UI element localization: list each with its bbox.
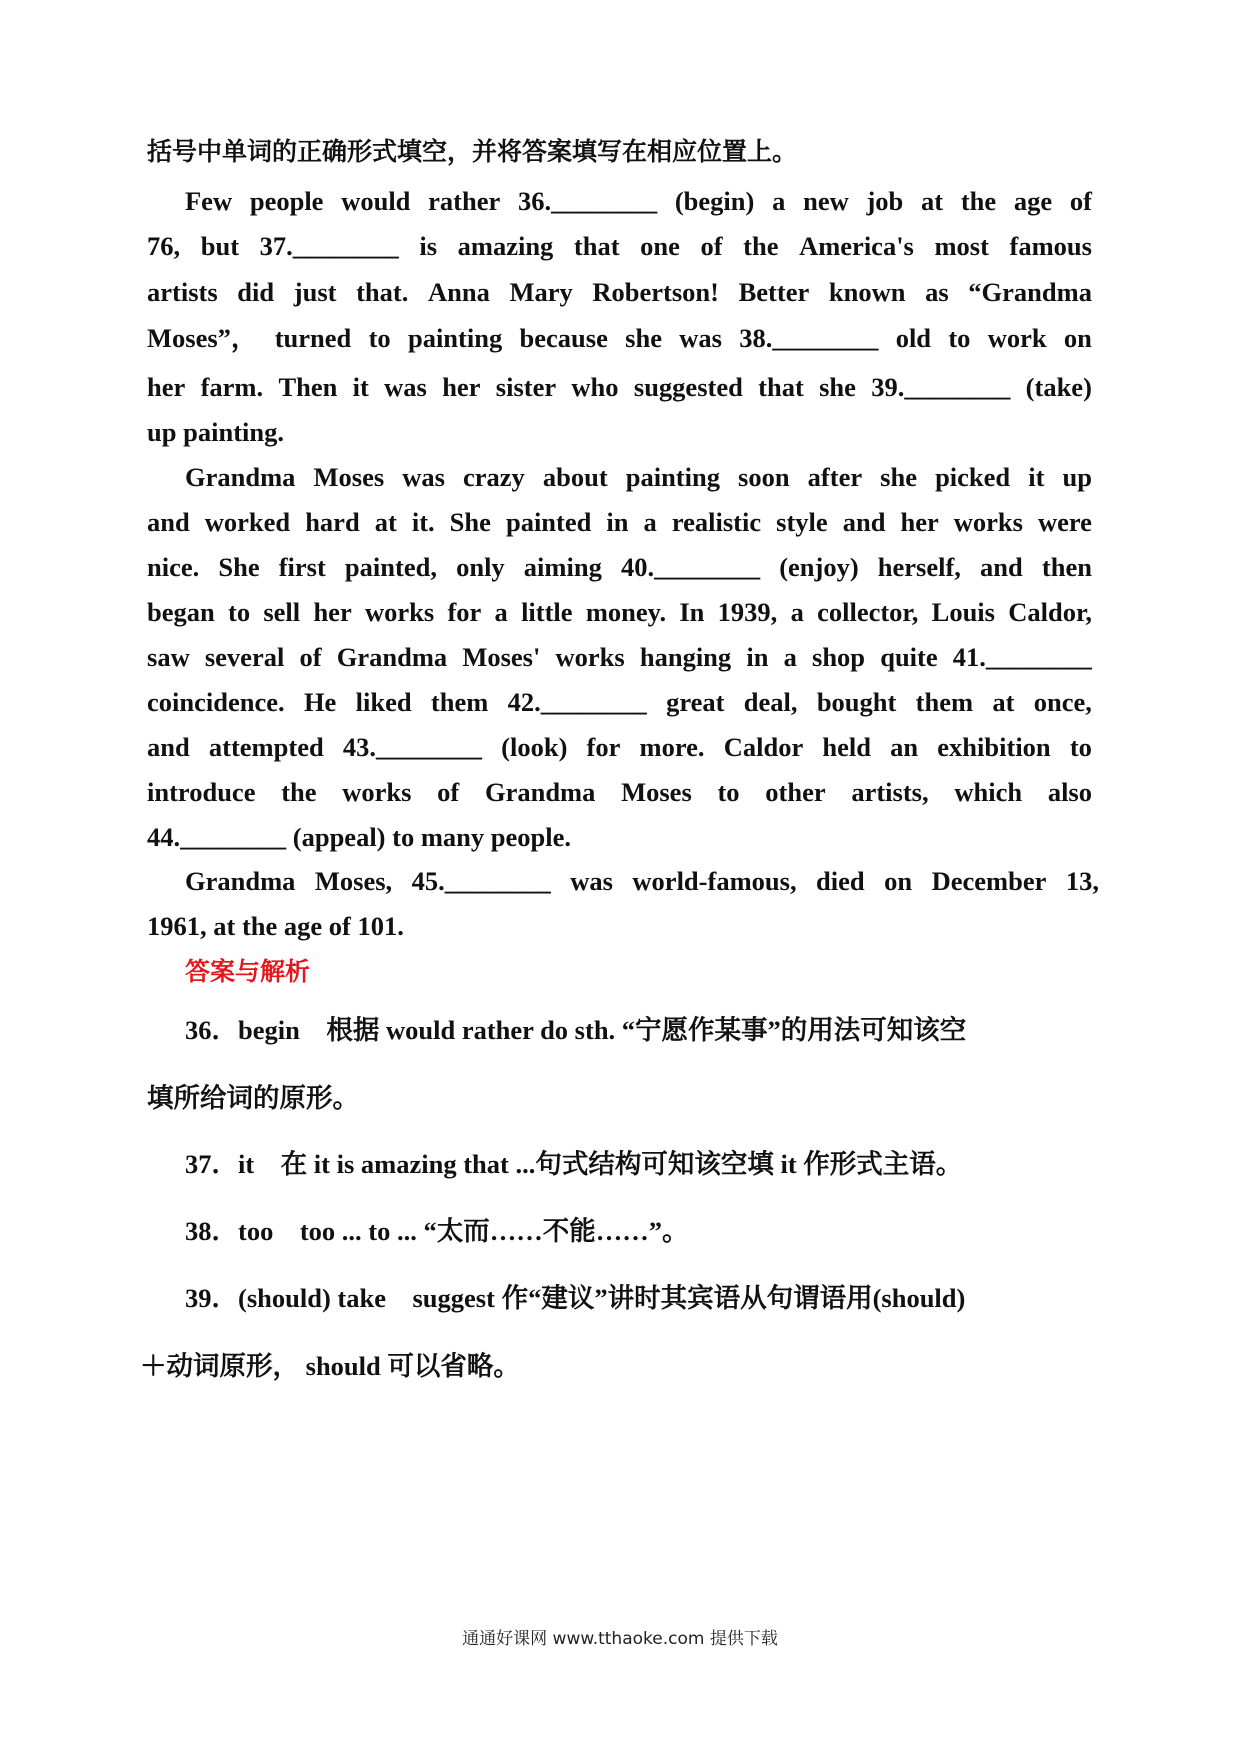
word: painting [625, 462, 720, 492]
word: about [542, 462, 608, 492]
word: it. [411, 507, 435, 537]
word: after [807, 462, 863, 492]
word: was [402, 462, 445, 492]
word: on [884, 866, 913, 896]
word: her [147, 372, 186, 402]
word: painted, [344, 552, 437, 582]
word: once, [1033, 687, 1092, 717]
word: just [293, 277, 337, 307]
passage-line [147, 279, 1092, 306]
word: worked [204, 507, 291, 537]
word: Then [278, 372, 338, 402]
word: her [900, 507, 939, 537]
word: amazing [457, 231, 554, 261]
word: Caldor [723, 732, 804, 762]
word: was [384, 372, 427, 402]
passage-line [147, 233, 1092, 260]
word: Moses [313, 462, 385, 492]
answer-38: 38．too too ... to ... “太而……不能……”。 [185, 1216, 689, 1246]
word: for [586, 732, 621, 762]
word: to [948, 323, 971, 353]
word: at [374, 507, 397, 537]
word: for [447, 597, 482, 627]
word: who [571, 372, 619, 402]
word: 1939, [717, 597, 778, 627]
word: the [960, 186, 997, 216]
word: a [643, 507, 657, 537]
word: 42.________ [507, 687, 647, 717]
passage-line [147, 779, 1092, 806]
word: Moses, [314, 866, 393, 896]
word: sister [495, 372, 557, 402]
word: “Grandma [968, 277, 1092, 307]
passage-line [147, 599, 1092, 626]
word: exhibition [937, 732, 1051, 762]
word: she [880, 462, 917, 492]
word: began [147, 597, 215, 627]
answer-39: 39．(should) take suggest 作“建议”讲时其宾语从句谓语用(should) [185, 1283, 966, 1313]
word: was [679, 323, 722, 353]
word: up [1062, 462, 1092, 492]
word: works [342, 777, 412, 807]
passage-line [147, 554, 1092, 581]
word: nice. [147, 552, 200, 582]
word: hanging [639, 642, 732, 672]
word: them [915, 687, 974, 717]
word: that [573, 231, 620, 261]
word: 41.________ [952, 642, 1092, 672]
word: of [299, 642, 322, 672]
word: artists [147, 277, 218, 307]
word: also [1047, 777, 1092, 807]
word: (begin) [674, 186, 755, 216]
word: because [519, 323, 608, 353]
passage-line [147, 644, 1092, 671]
word: 43.________ [342, 732, 482, 762]
word: of [437, 777, 460, 807]
word: Better [738, 277, 810, 307]
word: the [281, 777, 317, 807]
word: Grandma [336, 642, 448, 672]
word: to [717, 777, 740, 807]
word: She [449, 507, 491, 537]
word: of [700, 231, 723, 261]
word: several [204, 642, 285, 672]
word: saw [147, 642, 190, 672]
answer-heading: 答案与解析 [185, 957, 311, 986]
word: Moses [621, 777, 692, 807]
word: 36.________ [518, 186, 658, 216]
word: her [313, 597, 352, 627]
word: them [430, 687, 489, 717]
word: the [743, 231, 779, 261]
passage-line: 44.________ (appeal) to many people. [147, 822, 571, 852]
word: new [803, 186, 849, 216]
word: in [746, 642, 769, 672]
word: money. [585, 597, 667, 627]
word: her [442, 372, 481, 402]
passage-line [185, 188, 1092, 215]
word: job [866, 186, 904, 216]
word: Grandma [185, 866, 296, 896]
word: known [828, 277, 906, 307]
word: Robertson! [592, 277, 719, 307]
word: 40.________ [620, 552, 761, 582]
word: attempted [208, 732, 324, 762]
word: she [625, 323, 662, 353]
word: on [1063, 323, 1092, 353]
word: old [895, 323, 932, 353]
word: was [570, 866, 613, 896]
passage-line [147, 734, 1092, 761]
word: sell [263, 597, 301, 627]
passage-line [147, 509, 1092, 536]
word: works [555, 642, 625, 672]
word: Anna [427, 277, 490, 307]
word: to [1069, 732, 1092, 762]
word: most [934, 231, 989, 261]
word: bought [816, 687, 897, 717]
word: famous [1009, 231, 1092, 261]
word: rather [428, 186, 501, 216]
word: at [921, 186, 944, 216]
word: 38.________ [739, 323, 879, 353]
word: herself, [877, 552, 961, 582]
word: in [606, 507, 629, 537]
answer-37: 37．it 在 it is amazing that ...句式结构可知该空填 it 作形式主语。 [185, 1149, 963, 1179]
word: is [419, 231, 438, 261]
word: and [147, 732, 190, 762]
word: 13, [1065, 866, 1099, 896]
word: soon [738, 462, 790, 492]
passage-line [147, 689, 1092, 716]
passage-line [147, 374, 1092, 401]
word: an [890, 732, 919, 762]
word: coincidence. [147, 687, 285, 717]
word: crazy [462, 462, 525, 492]
word: Grandma [484, 777, 596, 807]
word: first [278, 552, 326, 582]
word: one [640, 231, 680, 261]
word: December [931, 866, 1047, 896]
word: to [228, 597, 251, 627]
passage-line: 1961, at the age of 101. [147, 911, 404, 941]
word: Moses' [462, 642, 541, 672]
word: Grandma [185, 462, 296, 492]
word: realistic [671, 507, 762, 537]
word: as [925, 277, 949, 307]
word: were [1038, 507, 1092, 537]
word: hard [305, 507, 360, 537]
word: quite [880, 642, 938, 672]
word: shop [812, 642, 866, 672]
word: only [456, 552, 505, 582]
word: which [954, 777, 1023, 807]
word: held [822, 732, 871, 762]
word: Caldor, [1008, 597, 1092, 627]
word: she [819, 372, 856, 402]
word: works [953, 507, 1023, 537]
word: Few [185, 186, 233, 216]
word: (look) [501, 732, 568, 762]
word: 37.________ [259, 231, 399, 261]
word: a [783, 642, 797, 672]
word: In [679, 597, 705, 627]
word: a [790, 597, 804, 627]
word: 45.________ [411, 866, 551, 896]
answer-36: 36．begin 根据 would rather do sth. “宁愿作某事”的用法可知该空 [185, 1015, 967, 1045]
passage-line [185, 464, 1092, 491]
word: and [842, 507, 886, 537]
word: world-famous, [632, 866, 797, 896]
word: other [765, 777, 826, 807]
word: suggested [633, 372, 743, 402]
word: that [758, 372, 804, 402]
word: turned [274, 323, 352, 353]
word: and [147, 507, 190, 537]
word: Louis [931, 597, 995, 627]
word: painted [505, 507, 592, 537]
word: Moses”， [147, 323, 258, 353]
word: America's [799, 231, 914, 261]
word: farm. [200, 372, 264, 402]
word: (take) [1025, 372, 1092, 402]
word: that. [356, 277, 409, 307]
word: did [237, 277, 275, 307]
word: it [352, 372, 369, 402]
word: introduce [147, 777, 256, 807]
word: it [1028, 462, 1045, 492]
word: liked [355, 687, 412, 717]
passage-line [147, 325, 1092, 352]
word: and [980, 552, 1023, 582]
word: great [666, 687, 725, 717]
word: a [494, 597, 508, 627]
word: 39.________ [871, 372, 1011, 402]
footer-source: 通通好课网 www.tthaoke.com 提供下载 [462, 1629, 778, 1649]
instruction-text: 括号中单词的正确形式填空，并将答案填写在相应位置上。 [147, 137, 798, 166]
word: work [987, 323, 1047, 353]
answer-36-continued: 填所给词的原形。 [147, 1083, 359, 1113]
word: painting [407, 323, 503, 353]
word: of [1069, 186, 1092, 216]
word: a [772, 186, 786, 216]
word: (enjoy) [779, 552, 859, 582]
word: works [364, 597, 435, 627]
word: to [368, 323, 391, 353]
word: collector, [817, 597, 919, 627]
word: age [1013, 186, 1053, 216]
word: deal, [743, 687, 798, 717]
word: at [992, 687, 1015, 717]
word: more. [639, 732, 705, 762]
word: died [816, 866, 865, 896]
word: little [521, 597, 573, 627]
answer-39-continued: ＋动词原形， should 可以省略。 [140, 1351, 520, 1381]
word: style [776, 507, 828, 537]
word: artists, [851, 777, 929, 807]
word: but [200, 231, 240, 261]
word: aiming [523, 552, 602, 582]
word: people [249, 186, 324, 216]
word: Mary [509, 277, 573, 307]
word: picked [935, 462, 1011, 492]
passage-line: up painting. [147, 417, 284, 447]
word: She [218, 552, 260, 582]
word: then [1041, 552, 1092, 582]
word: 76, [147, 231, 181, 261]
word: would [341, 186, 411, 216]
word: He [303, 687, 337, 717]
passage-line [185, 868, 1099, 895]
